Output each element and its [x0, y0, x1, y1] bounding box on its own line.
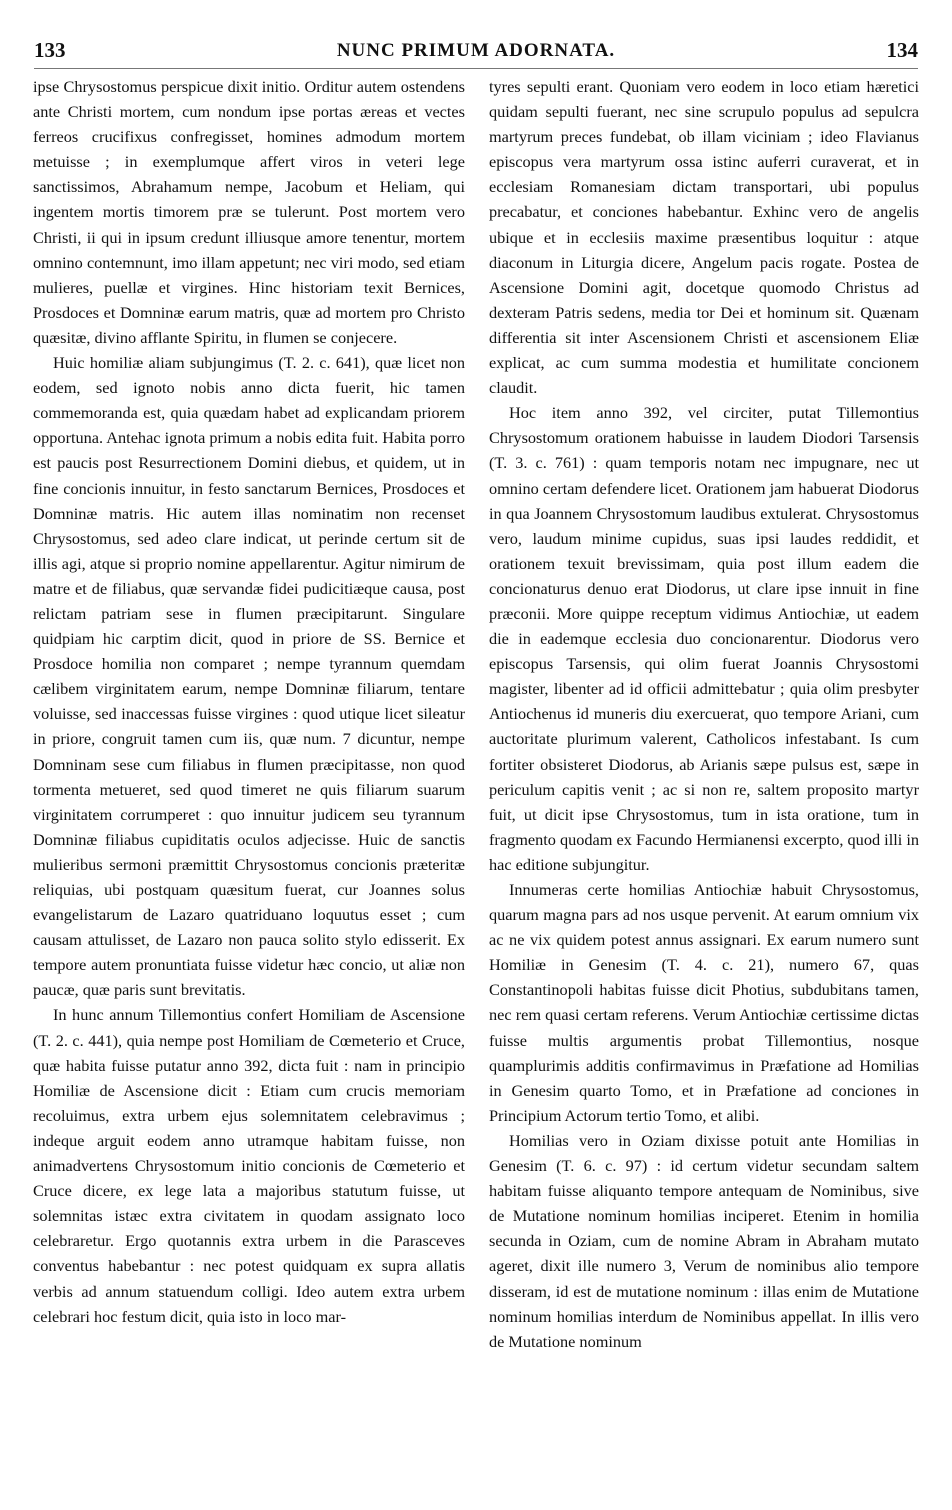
- paragraph: Hoc item anno 392, vel circiter, putat Tillemontius Chrysostomum orationem habuisse in laudem Diodori Tarsensis (T. 3. c. 761) : quam temporis notam nec impugnare, nec ut omnino certam defendere licet. Orationem jam habuerat Diodorus in qua Joannem Chrysostomum laudibus extulerat. Chrysostomus vero, laudum minime cupidus, suas ipsi laudes reddidit, et orationem texuit brevissimam, quia post illum eadem die concionaturus denuo erat Diodorus, ut clare ipse innuit in fine præconii. More quippe receptum vidimus Antiochiæ, ut eadem die in eademque ecclesia duo concionarentur. Diodorus vero episcopus Tarsensis, qui olim fuerat Joannis Chrysostomi magister, libenter ad id officii admittebatur ; quia olim presbyter Antiochenus id muneris diu exercuerat, quo tempore Ariani, cum auctoritate plurimum valerent, Catholicos infestabant. Is cum fortiter obsisteret Diodorus, ab Arianis sæpe pulsus est, sæpe in periculum capitis venit ; ac si non re, saltem proposito martyr fuit, ut dicit ipse Chrysostomus, tum in ista oratione, tum in fragmento quodam ex Facundo Hermianensi excerpto, quod illi in hac editione subjungitur.: [489, 403, 919, 874]
- paragraph: Homilias vero in Oziam dixisse potuit ante Homilias in Genesim (T. 6. c. 97) : id certum videtur secundam saltem habitam fuisse aliquanto tempore antequam de Nominibus, sive de Mutatione nominum homilias inciperet. Etenim in homilia secunda in Oziam, cum de nomine Abram in Abraham mutato ageret, dixit ille numero 3, Verum de nominibus alio tempore disseram, id est de mutatione nominum : illas enim de Mutatione nominum homilias interdum de Nominibus appellat. In illis vero de Mutatione nominum: [489, 1130, 919, 1351]
- left-column: [33, 74, 465, 1494]
- paragraph: In hunc annum Tillemontius confert Homiliam de Ascensione (T. 2. c. 441), quia nempe post Homiliam de Cœmeterio et Cruce, quæ habita fuisse putatur anno 392, dicta fuit : nam in principio Homiliæ de Ascensione dicit : Etiam cum crucis memoriam recoluimus, extra urbem ejus solemnitatem celebravimus ; indeque arguit eodem anno utramque habitam fuisse, non animadvertens Chrysostomum initio concionis de Cœmeterio et Cruce dicere, ex lege lata a majoribus statutum fuisse, ut solemnitas istæc extra civitatem in quodam assignato loco celebraretur. Ergo quotannis extra urbem in die Parasceves conventus habebantur : nec potest quidquam ex supra allatis verbis ad annum statuendum colligi. Ideo autem extra urbem celebrari hoc festum dicit, quia isto in loco mar-: [33, 1005, 465, 1326]
- right-column: [489, 74, 919, 1494]
- paragraph: tyres sepulti erant. Quoniam vero eodem in loco etiam hæretici quidam sepulti fuerant, nec sine scrupulo populus ad sepulcra martyrum preces fundebat, ob illam viciniam ; ideo Flavianus episcopus vera martyrum ossa istinc auferri curaverat, et in ecclesiam Romanesiam dictam transportari, ubi populus precabatur, et conciones habebantur. Exhinc vero de angelis ubique et in ecclesiis maxime præsentibus loquitur : atque diaconum in Liturgia dicere, Angelum pacis rogate. Postea de Ascensione Domini agit, docetque quomodo Christus ad dexteram Patris sedens, media tor Dei et hominum sit. Quænam differentia sit inter Ascensionem Christi et ascensionem Eliæ explicat, ac cum summa modestia et humilitate concionem claudit.: [489, 77, 919, 398]
- paragraph: Innumeras certe homilias Antiochiæ habuit Chrysostomus, quarum magna pars ad nos usque pervenit. At earum omnium vix ac ne vix quidem potest annus assignari. Ex earum numero sunt Homiliæ in Genesim (T. 4. c. 21), numero 67, quas Constantinopoli habitas fuisse dicit Photius, subdubitans tamen, nec rem quasi certam referens. Verum Antiochiæ certissime dictas fuisse multis argumentis probat Tillemontius, nosque quamplurimis additis confirmavimus in Præfatione ad Homilias in Genesim quarto Tomo, et in Præfatione ad conciones in Principium Actorum tertio Tomo, et alibi.: [489, 880, 919, 1125]
- paragraph: Huic homiliæ aliam subjungimus (T. 2. c. 641), quæ licet non eodem, sed ignoto nobis anno dicta fuerit, hic tamen commemoranda est, quia quædam habet ad explicandam priorem opportuna. Antehac ignota primum a nobis edita fuit. Habita porro est paucis post Resurrectionem Domini diebus, et quidem, ut in fine concionis innuitur, in festo sanctarum Bernices, Prosdoces et Domninæ matris. Hic autem illas nominatim non recenset Chrysostomus, sed adeo clare indicat, ut perinde certum sit de illis agi, atque si proprio nomine appellarentur. Agitur nimirum de matre et de filiabus, quæ servandæ fidei pudicitiæque causa, post relictam patriam sese in flumen præcipitarunt. Singulare quidpiam hic carptim dicit, quod in priore de SS. Bernice et Prosdoce homilia non comparet ; nempe tyrannum quemdam cælibem virginitatem earum, nempe Domninæ filiarum, tentare voluisse, sed inaccessas fuisse virgines : quod utique licet sileatur in priore, congruit tamen cum iis, quæ num. 7 dicuntur, nempe Domninam sese cum filiabus in flumen præcipitasse, non quod tormenta metueret, sed quod timeret ne quis filiarum suarum virginitatem corrumperet : quo innuitur judicem seu tyrannum Domninæ filiabus cupiditatis oculos adjecisse. Huic de sanctis mulieribus sermoni præmittit Chrysostomus concionis præteritæ reliquias, ubi postquam quæsitum fuerat, cur Joannes solus evangelistarum de Lazaro quatriduano loquutus esset ; cum causam attulisset, de Lazaro non pauca solito stylo edisserit. Ex tempore autem pronuntiata fuisse videtur hæc concio, ut aliæ non paucæ, quæ paris sunt brevitatis.: [33, 353, 465, 1000]
- running-title: NUNC PRIMUM ADORNATA.: [336, 40, 616, 61]
- page-header: [34, 38, 918, 69]
- page-number-left: 133: [34, 38, 66, 62]
- page-number-right: 134: [886, 38, 918, 62]
- paragraph: ipse Chrysostomus perspicue dixit initio. Orditur autem ostendens ante Christi mortem, cum nondum ipse portas æreas et vectes ferreos crucifixus confregisset, homines admodum mortem metuisse ; in exemplumque affert viros in veteri lege sanctissimos, Abrahamum nempe, Jacobum et Heliam, qui ingentem mortis timorem præ se tulerunt. Post mortem vero Christi, ii qui in ipsum credunt illiusque amore tenentur, mortem omnino contemnunt, imo illam appetunt; nec viri modo, sed etiam mulieres, puellæ et virgines. Hinc historiam texit Bernices, Prosdoces et Domninæ earum matris, quæ ad mortem pro Christo quæsitæ, divino afflante Spiritu, in flumen se conjecere.: [33, 77, 465, 347]
